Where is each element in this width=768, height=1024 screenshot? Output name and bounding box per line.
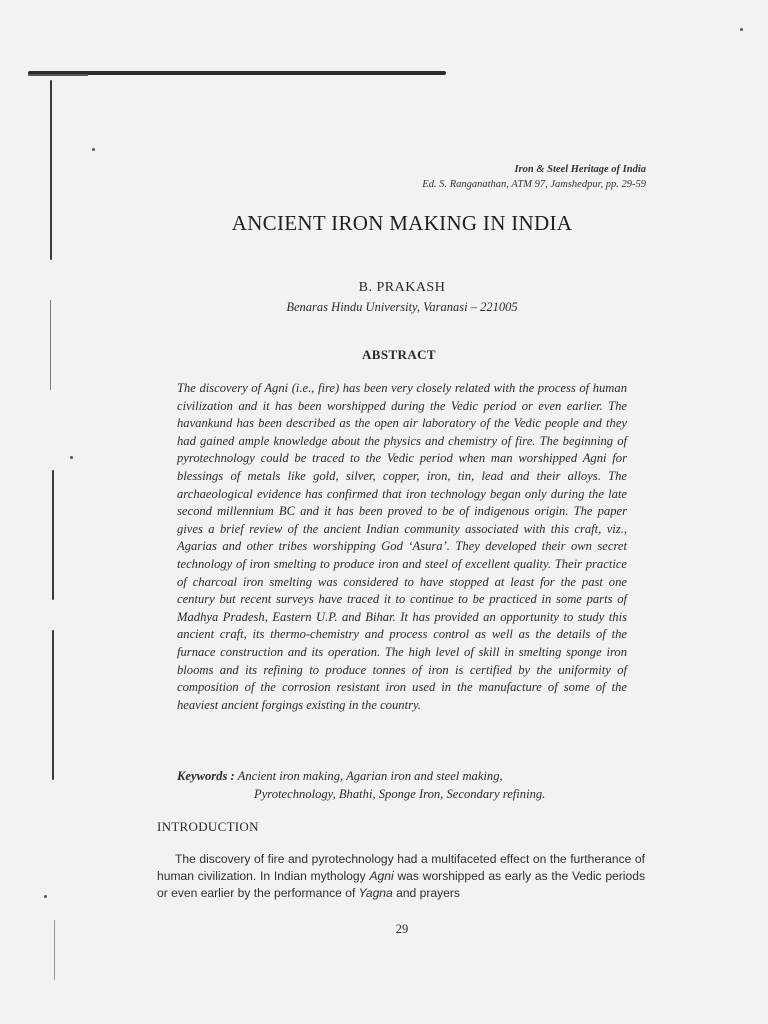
- scan-speck: [740, 28, 743, 31]
- header-rule-tail: [28, 74, 88, 76]
- keywords-block: [177, 767, 627, 803]
- intro-term-agni: Agni: [369, 869, 394, 883]
- author-affiliation: Benaras Hindu University, Varanasi – 221005: [286, 300, 518, 314]
- scan-margin-line: [52, 470, 54, 600]
- source-editor-line: Ed. S. Ranganathan, ATM 97, Jamshedpur, pp. 29-59: [422, 179, 646, 190]
- introduction-text: [157, 851, 645, 902]
- scan-speck: [44, 895, 47, 898]
- scan-margin-line: [52, 630, 54, 780]
- intro-text-part: was worshipped as early as the Vedic periods or even earlier by the performance of: [157, 869, 645, 900]
- intro-text-part: The discovery of fire and pyrotechnology had a multifaceted effect on the furtherance of human civilization. In Indian mythology: [157, 852, 645, 883]
- source-journal: Iron & Steel Heritage of India: [514, 164, 646, 175]
- keywords-line-1: Ancient iron making, Agarian iron and steel making,: [237, 769, 503, 783]
- intro-term-yagna: Yagna: [358, 886, 393, 900]
- paper-title: ANCIENT IRON MAKING IN INDIA: [231, 211, 573, 235]
- scan-speck: [92, 148, 95, 151]
- author-name: B. PRAKASH: [358, 280, 446, 295]
- abstract-text: The discovery of Agni (i.e., fire) has been very closely related with the process of human civilization and it has been worshipped during the Vedic period or even earlier. The havankund has been described as the open air laboratory of the Vedic people and they had gained ample knowledge about the physics and chemistry of fire. The beginning of pyrotechnology could be traced to the Vedic period when man worshipped Agni for blessings of metals like gold, silver, copper, iron, tin, lead and their alloys. The archaeological evidence has confirmed that iron technology began only during the late second millennium BC and it has been proved to be of indigenous origin. The paper gives a brief review of the ancient Indian community associated with this craft, viz., Agarias and other tribes worshipping God ‘Asura’. They developed their own secret technology of iron smelting to produce iron and steel of excellent quality. Their practice of charcoal iron smelting was considered to have stopped at least for the past one century but recent surveys have traced it to continue to be practiced in some parts of Madhya Pradesh, Eastern U.P. and Bihar. It has provided an opportunity to study this ancient craft, its thermo-chemistry and process control as well as the details of the furnace construction and its operation. The high level of skill in smelting sponge iron blooms and its refining to produce tonnes of iron is certified by the uniformity of composition of the corrosion resistant iron used in the manufacture of some of the heaviest ancient forgings existing in the country.: [177, 381, 627, 712]
- intro-text-part: and prayers: [392, 886, 460, 900]
- page-number: 29: [395, 922, 409, 936]
- source-citation: [422, 162, 646, 192]
- abstract-heading: ABSTRACT: [362, 347, 436, 362]
- introduction-heading: INTRODUCTION: [157, 819, 259, 834]
- keywords-line-2: Pyrotechnology, Bhathi, Sponge Iron, Secondary refining.: [254, 787, 546, 801]
- header-rule: [28, 71, 446, 75]
- keywords-label: Keywords :: [177, 769, 235, 783]
- scan-speck: [70, 456, 73, 459]
